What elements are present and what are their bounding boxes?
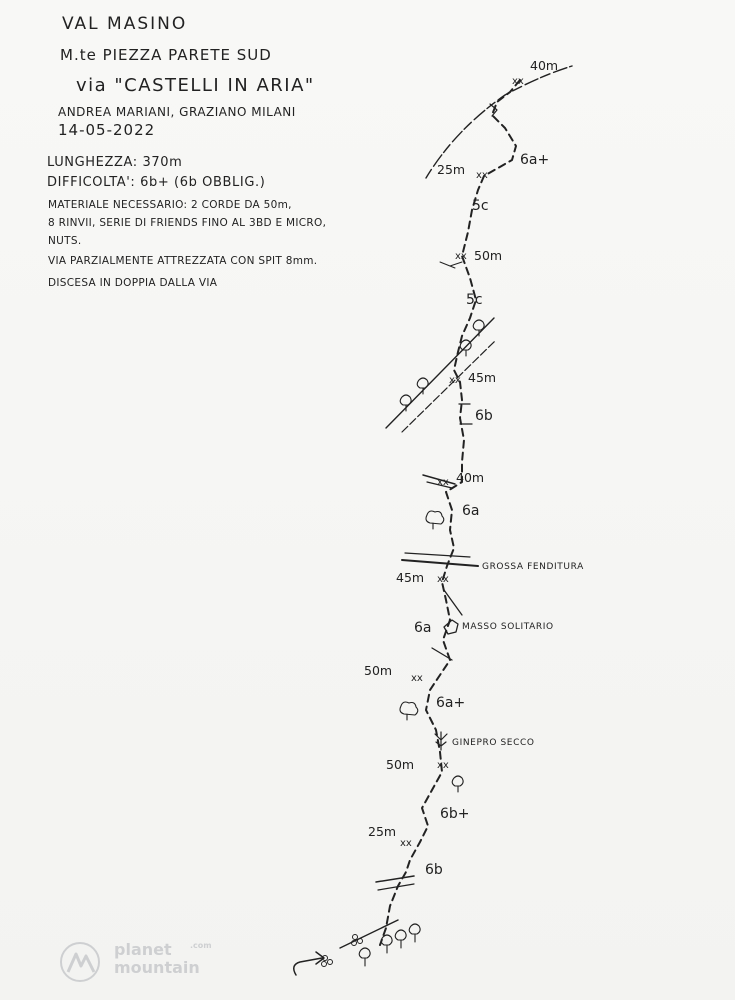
authors: ANDREA MARIANI, GRAZIANO MILANI: [58, 105, 296, 119]
tree-icon: [426, 511, 444, 529]
area-title: VAL MASINO: [62, 14, 188, 34]
start-ledge: [340, 920, 398, 948]
route-length: LUNGHEZZA: 370m: [47, 155, 183, 170]
pitch-grade-6: 6a: [414, 620, 432, 636]
belay-marker: xx: [437, 574, 449, 585]
boulder-icon: [444, 620, 458, 634]
route-difficulty: DIFFICOLTA': 6b+ (6b OBBLIG.): [47, 175, 266, 190]
gear-line-1: MATERIALE NECESSARIO: 2 CORDE DA 50m,: [48, 199, 292, 211]
pitch-grade-2: 5c: [472, 198, 489, 214]
pitch-grade-4: 6b: [475, 408, 493, 424]
tree-icon: [381, 935, 392, 953]
tree-icon: [400, 702, 418, 720]
peak-title: M.te PIEZZA PARETE SUD: [60, 46, 272, 64]
belay-marker: xx: [437, 760, 449, 771]
tree-icon: [452, 776, 463, 792]
bolts-note: VIA PARZIALMENTE ATTREZZATA CON SPIT 8mm.: [48, 255, 318, 267]
pitch-grade-3: 5c: [466, 292, 483, 308]
gear-line-2: 8 RINVII, SERIE DI FRIENDS FINO AL 3BD E MICRO,: [48, 217, 327, 229]
pitch-grade-8: 6b+: [440, 806, 470, 822]
logo-line-1: planet: [114, 940, 172, 959]
tree-icon: [395, 930, 406, 948]
gear-line-3: NUTS.: [48, 235, 82, 247]
pitch-grade-9: 6b: [425, 862, 443, 878]
logo-line-2: mountain: [114, 958, 200, 977]
edge-mark-2: [432, 648, 452, 660]
pitch-length-9: 25m: [368, 824, 397, 839]
tree-icon: [409, 924, 420, 942]
belay-marker: xx: [476, 170, 488, 181]
feature-crack-label: GROSSA FENDITURA: [482, 562, 584, 572]
tree-icons: [359, 320, 484, 966]
crack-line-2: [405, 553, 470, 557]
belay-marker: xx: [512, 76, 524, 87]
tree-icon: [400, 395, 411, 411]
belay-marker: xx: [437, 477, 449, 488]
pitch-grade-5: 6a: [462, 503, 480, 519]
pitch-length-5: 40m: [456, 470, 485, 485]
feature-boulder-label: MASSO SOLITARIO: [462, 622, 554, 632]
pitch-length-4: 45m: [468, 370, 497, 385]
planetmountain-logo: [58, 938, 218, 988]
pitch-grade-7: 6a+: [436, 695, 466, 711]
belay-marker: xx: [400, 838, 412, 849]
edge-mark-4: [440, 262, 462, 268]
belay-marker: xx: [411, 673, 423, 684]
pitch-length-2: 25m: [437, 162, 466, 177]
pitch-length-7: 50m: [364, 663, 393, 678]
descent-note: DISCESA IN DOPPIA DALLA VIA: [48, 277, 218, 289]
belay-marker: xx: [455, 251, 467, 262]
belay-marker: xx: [449, 375, 461, 386]
route-title: via "CASTELLI IN ARIA": [76, 75, 315, 96]
feature-juniper-label: GINEPRO SECCO: [452, 738, 535, 748]
belay-ledge-25: [376, 876, 414, 882]
approach-arrow: [294, 958, 322, 975]
logo-suffix: .com: [190, 941, 212, 950]
mountain-logo-icon: [58, 938, 106, 984]
pitch-length-1: 40m: [530, 58, 559, 73]
tree-icon: [473, 320, 484, 336]
pitch-length-8: 50m: [386, 757, 415, 772]
crack-line: [402, 560, 478, 566]
tree-icon: [359, 948, 370, 966]
pitch-length-3: 50m: [474, 248, 503, 263]
pitch-length-6: 45m: [396, 570, 425, 585]
pitch-grade-1: 6a+: [520, 152, 550, 168]
date: 14-05-2022: [58, 121, 156, 139]
shrub-icons: [322, 935, 363, 967]
